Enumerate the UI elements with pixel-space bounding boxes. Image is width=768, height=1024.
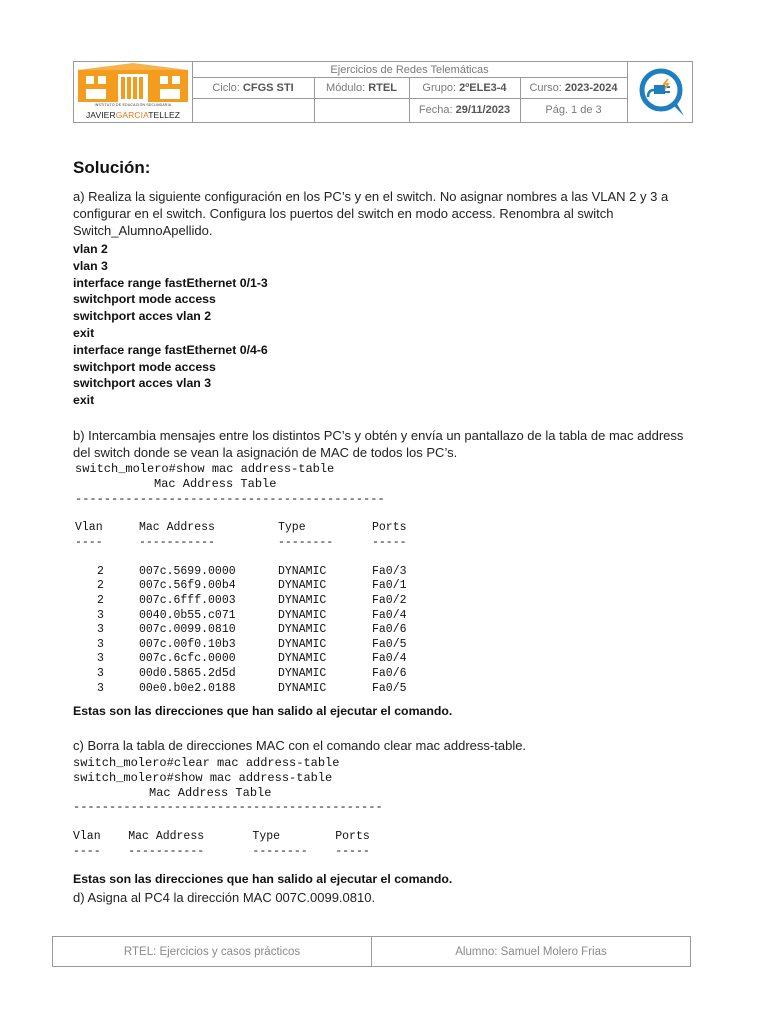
table-row bbox=[75, 565, 432, 580]
table-cell: Fa0/2 bbox=[372, 593, 407, 607]
table-cell: 3 bbox=[97, 623, 104, 637]
table-cell: 2 bbox=[97, 593, 104, 607]
school-logo bbox=[74, 62, 192, 122]
table-cell: 007c.56f9.00b4 bbox=[139, 579, 236, 593]
command-line: vlan 2 bbox=[73, 242, 108, 256]
table-row bbox=[75, 609, 432, 624]
table-cell: Fa0/3 bbox=[372, 564, 407, 578]
column-header: Type bbox=[278, 521, 306, 534]
footer-subject: RTEL: Ejercicios y casos prácticos bbox=[123, 945, 301, 958]
table-cell: DYNAMIC bbox=[278, 681, 327, 695]
column-header: Vlan bbox=[75, 521, 103, 534]
table-cell: DYNAMIC bbox=[278, 564, 327, 578]
mac-table-columns-2: Vlan Mac Address Type Ports bbox=[73, 830, 370, 843]
table-cell: DYNAMIC bbox=[278, 593, 327, 607]
command-line: interface range fastEthernet 0/4-6 bbox=[73, 342, 268, 357]
table-row bbox=[75, 652, 432, 667]
command-line: vlan 3 bbox=[73, 258, 108, 273]
table-cell: 3 bbox=[97, 652, 104, 666]
table-row bbox=[75, 579, 432, 594]
command-line: exit bbox=[73, 325, 95, 340]
table-row bbox=[75, 623, 432, 638]
mac-table-separator: ------------------------------------------- bbox=[75, 492, 385, 506]
table-cell: Fa0/6 bbox=[372, 666, 407, 680]
column-underline: ----- bbox=[372, 535, 407, 549]
table-cell: 2 bbox=[97, 579, 104, 593]
table-spacer bbox=[75, 550, 432, 565]
part-c-statement: c) Borra la tabla de direcciones MAC con el comando clear mac address-table. bbox=[73, 738, 527, 753]
page-number: Pág. 1 de 3 bbox=[545, 104, 602, 116]
table-cell: 00e0.b0e2.0188 bbox=[139, 681, 236, 695]
mac-address-table bbox=[75, 521, 432, 696]
table-header-row bbox=[75, 521, 432, 536]
table-cell: 3 bbox=[97, 637, 104, 651]
network-plug-icon bbox=[634, 66, 688, 118]
command-line: exit bbox=[73, 393, 95, 408]
table-cell: 3 bbox=[97, 681, 104, 695]
part-a-commands bbox=[73, 241, 268, 409]
table-cell: Fa0/4 bbox=[372, 652, 407, 666]
logo-subtitle: INSTITUTO DE EDUCACIÓN SECUNDARIA bbox=[94, 103, 172, 107]
mac-table-title-2: Mac Address Table bbox=[149, 786, 272, 800]
table-cell: 007c.6fff.0003 bbox=[139, 593, 236, 607]
table-cell: 0040.0b55.c071 bbox=[139, 608, 236, 622]
table-cell: 3 bbox=[97, 666, 104, 680]
part-b-statement: b) Intercambia mensajes entre los distintos PC’s y obtén y envía un pantallazo de la tabla de mac address del switch donde se vean la asignación de MAC de todos los PC’s. bbox=[73, 428, 684, 460]
curso-cell: Curso: 2023-2024 bbox=[529, 81, 618, 94]
document-header bbox=[73, 61, 693, 123]
column-header: Ports bbox=[372, 521, 407, 534]
table-cell: 007c.0099.0810 bbox=[139, 623, 236, 637]
mac-table-title: Mac Address Table bbox=[154, 477, 277, 491]
column-underline: ----------- bbox=[139, 535, 215, 549]
table-cell: Fa0/5 bbox=[372, 681, 407, 695]
building-icon bbox=[74, 62, 192, 106]
table-cell: 3 bbox=[97, 608, 104, 622]
terminal-show-command-2: switch_molero#show mac address-table bbox=[73, 771, 333, 785]
fecha-cell: Fecha: 29/11/2023 bbox=[418, 104, 511, 116]
mac-table-separator-2: ------------------------------------------- bbox=[73, 800, 383, 814]
table-cell: DYNAMIC bbox=[278, 579, 327, 593]
table-cell: 00d0.5865.2d5d bbox=[139, 666, 236, 680]
command-line: switchport acces vlan 2 bbox=[73, 309, 212, 324]
table-cell: DYNAMIC bbox=[278, 608, 327, 622]
table-underline-row bbox=[75, 536, 432, 551]
part-a-statement: a) Realiza la siguiente configuración en los PC’s y en el switch. No asignar nombres a las VLAN 2 y 3 a configurar en el switch. Configura los puertos del switch en modo access. Renombra al switch Switch_AlumnoApellido. bbox=[73, 189, 669, 238]
column-header: Mac Address bbox=[139, 521, 215, 534]
table-row bbox=[75, 667, 432, 682]
part-d-statement: d) Asigna al PC4 la dirección MAC 007C.0099.0810. bbox=[73, 890, 376, 905]
command-line: interface range fastEthernet 0/1-3 bbox=[73, 275, 268, 290]
table-cell: Fa0/6 bbox=[372, 623, 407, 637]
part-b-note: Estas son las direcciones que han salido al ejecutar el comando. bbox=[73, 704, 453, 718]
logo-name: JAVIERGARCIATELLEZ bbox=[85, 110, 181, 120]
command-line: switchport mode access bbox=[73, 292, 216, 307]
grupo-cell: Grupo: 2ºELE3-4 bbox=[422, 81, 507, 94]
table-cell: 007c.5699.0000 bbox=[139, 564, 236, 578]
column-underline: -------- bbox=[278, 535, 334, 549]
column-underline: ---- bbox=[75, 535, 103, 549]
table-row bbox=[75, 638, 432, 653]
footer-student: Alumno: Samuel Molero Frias bbox=[371, 937, 690, 966]
table-cell: 2 bbox=[97, 564, 104, 578]
terminal-clear-command: switch_molero#clear mac address-table bbox=[73, 756, 340, 770]
table-cell: 007c.00f0.10b3 bbox=[139, 637, 236, 651]
command-line: switchport acces vlan 3 bbox=[73, 376, 212, 391]
table-row bbox=[75, 682, 432, 697]
terminal-show-command: switch_molero#show mac address-table bbox=[75, 462, 335, 476]
table-cell: 007c.6cfc.0000 bbox=[139, 652, 236, 666]
table-cell: Fa0/4 bbox=[372, 608, 407, 622]
table-cell: DYNAMIC bbox=[278, 623, 327, 637]
table-cell: DYNAMIC bbox=[278, 652, 327, 666]
header-title: Ejercicios de Redes Telemáticas bbox=[330, 63, 489, 76]
part-c-note: Estas son las direcciones que han salido al ejecutar el comando. bbox=[73, 872, 453, 886]
ciclo-cell: Ciclo: CFGS STI bbox=[212, 81, 294, 94]
document-footer bbox=[52, 936, 691, 967]
table-cell: Fa0/1 bbox=[372, 579, 407, 593]
mac-table-underline-2: ---- ----------- -------- ----- bbox=[73, 845, 370, 858]
command-line: switchport mode access bbox=[73, 359, 216, 374]
table-cell: DYNAMIC bbox=[278, 666, 327, 680]
table-cell: DYNAMIC bbox=[278, 637, 327, 651]
section-heading: Solución: bbox=[73, 158, 151, 177]
table-cell: Fa0/5 bbox=[372, 637, 407, 651]
table-row bbox=[75, 594, 432, 609]
modulo-cell: Módulo: RTEL bbox=[326, 81, 397, 94]
